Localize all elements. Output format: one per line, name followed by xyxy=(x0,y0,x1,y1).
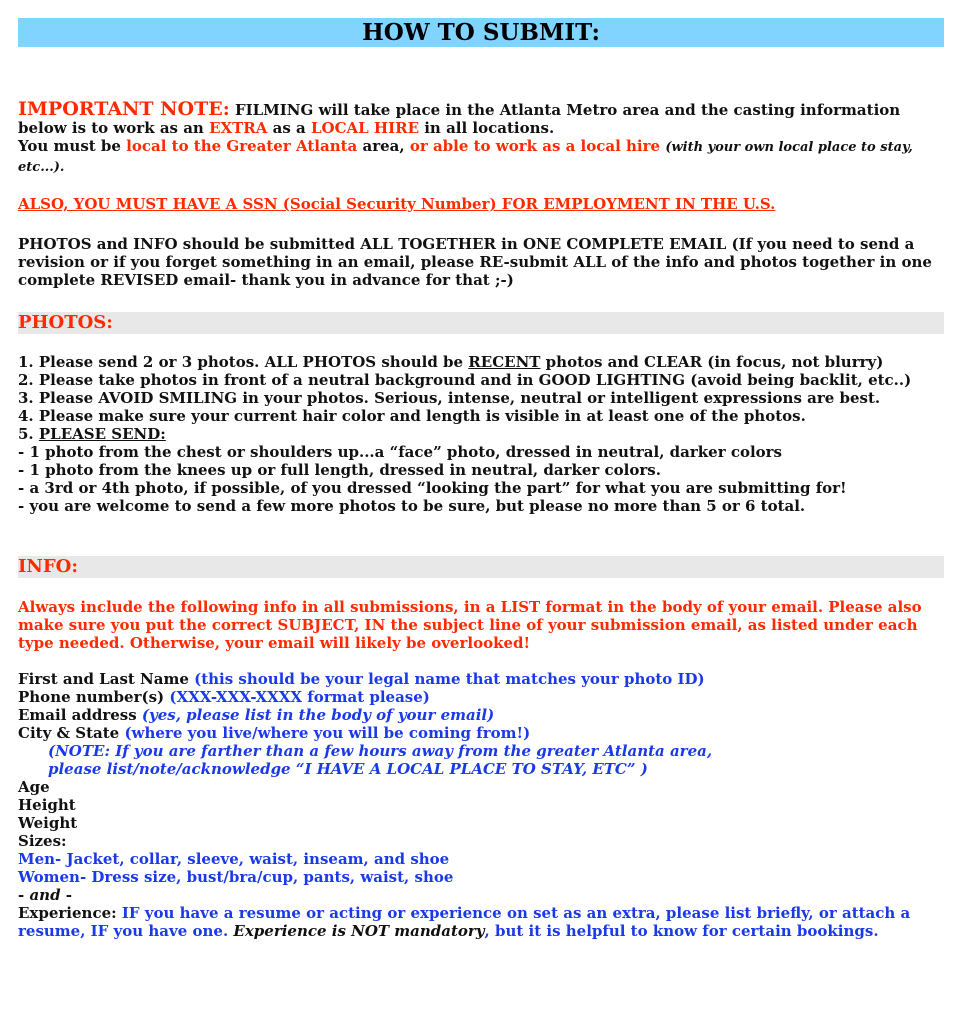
experience-line: Experience: IF you have a resume or acting or experience on set as an extra, please list briefly, or attach a resume, IF you have one. Experience is NOT mandatory, but it is helpful to know for certain bookings. xyxy=(18,904,911,940)
list-item: 4. Please make sure your current hair color and length is visible in at least one of the photos. xyxy=(18,407,806,425)
weight-line: Weight xyxy=(18,814,78,832)
important-text-4: You must be xyxy=(18,137,127,155)
list-item: 2. Please take photos in front of a neutral background and in GOOD LIGHTING (avoid being backlit, etc..) xyxy=(18,371,912,389)
list-item: 1. Please send 2 or 3 photos. ALL PHOTOS should be RECENT photos and CLEAR (in focus, not blurry) xyxy=(18,353,884,371)
local-stay-note: (with your own local place to stay, etc...). xyxy=(18,140,913,175)
women-sizes-line: Women- Dress size, bust/bra/cup, pants, waist, shoe xyxy=(18,868,454,886)
local-atlanta-text: local to the Greater Atlanta xyxy=(126,137,358,155)
phone-field-line: Phone number(s) (XXX-XXX-XXXX format please) xyxy=(18,688,430,706)
local-note-line-1: (NOTE: If you are farther than a few hours away from the greater Atlanta area, xyxy=(48,742,713,760)
important-note-label: IMPORTANT NOTE: xyxy=(18,98,230,120)
ssn-requirement: ALSO, YOU MUST HAVE A SSN (Social Security Number) FOR EMPLOYMENT IN THE U.S. xyxy=(18,195,776,213)
men-sizes-line: Men- Jacket, collar, sleeve, waist, inseam, and shoe xyxy=(18,850,450,868)
list-item: 5. PLEASE SEND: xyxy=(18,425,166,443)
page-title: HOW TO SUBMIT: xyxy=(18,18,944,47)
important-text-3: in all locations. xyxy=(419,119,555,137)
info-heading: INFO: xyxy=(18,556,944,578)
list-subitem: - you are welcome to send a few more photos to be sure, but please no more than 5 or 6 total. xyxy=(18,497,806,515)
photos-heading: PHOTOS: xyxy=(18,312,944,334)
list-item: 3. Please AVOID SMILING in your photos. Serious, intense, neutral or intelligent expressions are best. xyxy=(18,389,881,407)
height-line: Height xyxy=(18,796,76,814)
important-note-paragraph xyxy=(18,100,944,177)
info-list xyxy=(18,670,944,940)
email-field-line: Email address (yes, please list in the body of your email) xyxy=(18,706,495,724)
able-text: or able to work as a local hire xyxy=(409,137,661,155)
photos-list xyxy=(18,353,944,515)
local-hire-text: LOCAL HIRE xyxy=(310,119,420,137)
list-subitem: - 1 photo from the knees up or full length, dressed in neutral, darker colors. xyxy=(18,461,661,479)
age-line: Age xyxy=(18,778,50,796)
info-intro: Always include the following info in all submissions, in a LIST format in the body of your email. Please also make sure you put the correct SUBJECT, IN the subject line of your submission email, as listed under each type needed. Otherwise, your email will likely be overlooked! xyxy=(18,598,922,652)
local-note-line-2: please list/note/acknowledge “I HAVE A LOCAL PLACE TO STAY, ETC” ) xyxy=(48,760,648,778)
city-field-line: City & State (where you live/where you will be coming from!) xyxy=(18,724,531,742)
important-text-1: FILMING will take place in the Atlanta Metro area and the casting information below is to work as an xyxy=(18,101,901,137)
extra-text: EXTRA xyxy=(209,119,268,137)
submission-note: PHOTOS and INFO should be submitted ALL TOGETHER in ONE COMPLETE EMAIL (If you need to send a revision or if you forget something in an email, please RE-submit ALL of the info and photos together in one complete REVISED email- thank you in advance for that ;-) xyxy=(18,235,932,289)
list-subitem: - a 3rd or 4th photo, if possible, of you dressed “looking the part” for what you are submitting for! xyxy=(18,479,847,497)
sizes-line: Sizes: xyxy=(18,832,67,850)
document xyxy=(18,18,944,940)
important-text-2: as a xyxy=(267,119,311,137)
list-subitem: - 1 photo from the chest or shoulders up...a “face” photo, dressed in neutral, darker colors xyxy=(18,443,783,461)
and-line: - and - xyxy=(18,886,73,904)
name-field-line: First and Last Name (this should be your legal name that matches your photo ID) xyxy=(18,670,705,688)
important-text-5: area, xyxy=(357,137,410,155)
